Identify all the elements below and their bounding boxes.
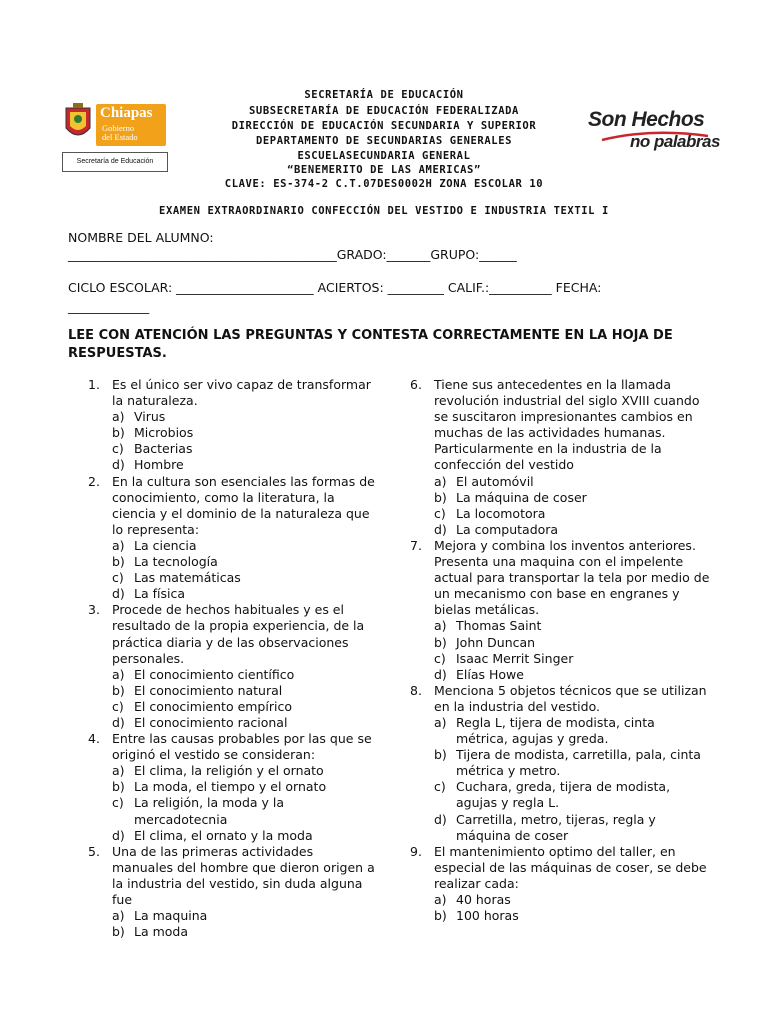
option-text: Cuchara, greda, tijera de modista, agujas y regla L. xyxy=(456,779,671,811)
exam-title: EXAMEN EXTRAORDINARIO CONFECCIÓN DEL VESTIDO E INDUSTRIA TEXTIL I xyxy=(159,205,609,217)
question xyxy=(410,377,710,538)
option-text: El automóvil xyxy=(456,473,534,489)
chiapas-name: Chiapas xyxy=(100,105,153,121)
header-line-subsecretaria: SUBSECRETARÍA DE EDUCACIÓN FEDERALIZADA xyxy=(249,105,519,117)
answer-option xyxy=(112,795,378,827)
question-text: En la cultura son esenciales las formas de conocimiento, como la literatura, la ciencia y el dominio de la naturaleza que lo representa: xyxy=(112,473,375,537)
question-text: Una de las primeras actividades manuales del hombre que dieron origen a la industria del vestido, sin duda alguna fue xyxy=(112,843,375,907)
option-letter: c) xyxy=(112,698,124,714)
option-letter: d) xyxy=(434,811,447,827)
option-text: Microbios xyxy=(134,425,194,441)
answer-option xyxy=(434,812,710,844)
option-letter: b) xyxy=(112,554,125,570)
student-grade-line: ___________________________________________GRADO:_______GRUPO:______ xyxy=(68,247,517,262)
answer-option xyxy=(434,651,710,667)
option-letter: a) xyxy=(112,763,125,779)
option-text: 40 horas xyxy=(456,892,511,907)
answer-option xyxy=(434,715,710,747)
option-letter: d) xyxy=(112,457,125,473)
option-letter: b) xyxy=(112,682,125,698)
option-text: Regla L, tijera de modista, cinta métrica, agujas y greda. xyxy=(456,714,655,747)
instructions: LEE CON ATENCIÓN LAS PREGUNTAS Y CONTESTA CORRECTAMENTE EN LA HOJA DE RESPUESTAS. xyxy=(68,328,673,361)
header-line-benemerito: “BENEMERITO DE LAS AMERICAS” xyxy=(287,164,481,176)
chiapas-brand-box xyxy=(96,104,166,146)
question xyxy=(88,602,378,731)
option-letter: c) xyxy=(112,441,124,457)
option-text: El conocimiento empírico xyxy=(134,698,292,714)
header-line-direccion: DIRECCIÓN DE EDUCACIÓN SECUNDARIA Y SUPERIOR xyxy=(231,120,537,132)
option-text: El clima, el ornato y la moda xyxy=(134,827,313,843)
option-text: La moda xyxy=(134,924,189,940)
student-name-label: NOMBRE DEL ALUMNO: xyxy=(68,230,214,245)
option-letter: a) xyxy=(112,666,125,682)
question-number: 5. xyxy=(88,843,100,859)
header-line-secretaria: SECRETARÍA DE EDUCACIÓN xyxy=(304,89,464,101)
option-letter: d) xyxy=(434,521,447,537)
option-text: La física xyxy=(134,586,185,602)
option-letter: d) xyxy=(112,714,125,730)
option-letter: b) xyxy=(112,425,125,441)
option-letter: b) xyxy=(434,489,447,505)
option-letter: a) xyxy=(434,473,447,489)
header-line-departamento: DEPARTAMENTO DE SECUNDARIAS GENERALES xyxy=(255,135,513,147)
option-letter: a) xyxy=(434,892,447,907)
option-text: La tecnología xyxy=(134,554,218,570)
son-hechos-line1: Son Hechos xyxy=(588,108,705,131)
header-line-escuela: ESCUELASECUNDARIA GENERAL xyxy=(297,150,471,162)
question-number: 9. xyxy=(410,843,422,859)
option-text: La computadora xyxy=(456,521,559,537)
option-text: El conocimiento natural xyxy=(134,682,283,698)
option-text: La máquina de coser xyxy=(456,489,587,505)
option-letter: c) xyxy=(434,505,446,521)
option-text: Thomas Saint xyxy=(456,618,542,634)
answer-option xyxy=(434,474,710,490)
option-text: Tijera de modista, carretilla, pala, cinta métrica y metro. xyxy=(456,747,701,779)
answer-option xyxy=(112,538,378,554)
answer-option xyxy=(112,763,378,779)
answer-option xyxy=(434,506,710,522)
answer-option xyxy=(434,747,710,779)
option-text: Hombre xyxy=(134,457,184,473)
header-line-clave: CLAVE: ES-374-2 C.T.07DES0002H ZONA ESCOLAR 10 xyxy=(224,178,544,190)
answer-option xyxy=(434,908,710,924)
question-text: Procede de hechos habituales y es el resultado de la propia experiencia, de la práctica diaria y de las observaciones personales. xyxy=(112,602,365,666)
question-text: Entre las causas probables por las que se originó el vestido se consideran: xyxy=(112,731,372,763)
option-letter: d) xyxy=(112,586,125,602)
question xyxy=(88,474,378,603)
answer-option xyxy=(434,490,710,506)
option-letter: c) xyxy=(434,650,446,666)
option-text: El conocimiento científico xyxy=(134,666,295,682)
option-letter: b) xyxy=(434,634,447,650)
option-text: La locomotora xyxy=(456,505,546,521)
question xyxy=(88,731,378,844)
option-text: El clima, la religión y el ornato xyxy=(134,763,324,779)
option-letter: b) xyxy=(434,908,447,924)
questions-column-right xyxy=(410,377,710,924)
son-hechos-logo xyxy=(588,108,728,156)
answer-option xyxy=(112,425,378,441)
question-number: 1. xyxy=(88,377,100,392)
question xyxy=(88,844,378,941)
option-text: Las matemáticas xyxy=(134,570,241,586)
option-text: 100 horas xyxy=(456,908,519,924)
answer-option xyxy=(112,828,378,844)
option-letter: d) xyxy=(112,827,125,843)
answer-option xyxy=(112,409,378,425)
answer-option xyxy=(112,908,378,924)
answer-option xyxy=(434,892,710,908)
answer-option xyxy=(434,522,710,538)
option-text: La moda, el tiempo y el ornato xyxy=(134,779,327,795)
chiapas-logo xyxy=(62,100,168,174)
question-number: 4. xyxy=(88,731,100,747)
option-text: Bacterias xyxy=(134,441,193,457)
answer-option xyxy=(112,441,378,457)
questions-column-left xyxy=(88,377,378,940)
option-text: La religión, la moda y la mercadotecnia xyxy=(134,795,285,827)
option-letter: a) xyxy=(434,618,447,634)
question-text: Menciona 5 objetos técnicos que se utilizan en la industria del vestido. xyxy=(434,682,707,714)
question xyxy=(410,844,710,924)
answer-option xyxy=(112,715,378,731)
answer-option xyxy=(112,554,378,570)
answer-option xyxy=(112,683,378,699)
chiapas-department: Secretaría de Educación xyxy=(62,152,168,172)
answer-option xyxy=(434,667,710,683)
answer-option xyxy=(434,779,710,811)
question-number: 3. xyxy=(88,602,100,618)
answer-option xyxy=(112,586,378,602)
option-letter: b) xyxy=(112,779,125,795)
option-text: Virus xyxy=(134,409,166,425)
option-letter: a) xyxy=(434,714,447,730)
answer-option xyxy=(112,699,378,715)
question-number: 7. xyxy=(410,537,422,553)
question xyxy=(410,683,710,844)
option-letter: c) xyxy=(434,779,446,795)
question-text: Mejora y combina los inventos anteriores. Presenta una maquina con el impelente actual para transportar la tela por medio de un mecanismo con base en engranes y bielas metálicas. xyxy=(434,537,710,618)
option-letter: b) xyxy=(112,924,125,940)
option-letter: b) xyxy=(434,747,447,763)
question-number: 8. xyxy=(410,682,422,698)
option-text: La maquina xyxy=(134,908,208,924)
question-text: Es el único ser vivo capaz de transformar la naturaleza. xyxy=(112,377,371,409)
question-number: 6. xyxy=(410,377,422,392)
answer-option xyxy=(434,618,710,634)
option-text: Elías Howe xyxy=(456,666,524,682)
answer-option xyxy=(112,457,378,473)
option-text: La ciencia xyxy=(134,537,197,553)
option-text: El conocimiento racional xyxy=(134,714,288,730)
option-letter: d) xyxy=(434,666,447,682)
school-cycle-line: CICLO ESCOLAR: ______________________ ACIERTOS: _________ CALIF.:__________ FECHA: xyxy=(68,280,602,295)
question xyxy=(88,377,378,474)
answer-option xyxy=(112,667,378,683)
question xyxy=(410,538,710,683)
option-letter: a) xyxy=(112,908,125,924)
option-text: Isaac Merrit Singer xyxy=(456,650,574,666)
option-letter: a) xyxy=(112,537,125,553)
answer-option xyxy=(112,570,378,586)
option-letter: a) xyxy=(112,409,125,425)
date-blank-line: _____________ xyxy=(68,299,150,314)
question-text: El mantenimiento optimo del taller, en especial de las máquinas de coser, se debe realizar cada: xyxy=(434,843,707,891)
coat-of-arms-icon xyxy=(64,102,92,144)
option-letter: c) xyxy=(112,795,124,811)
option-letter: c) xyxy=(112,570,124,586)
answer-option xyxy=(112,924,378,940)
chiapas-subtitle: Gobierno del Estado xyxy=(102,123,138,142)
question-text: Tiene sus antecedentes en la llamada revolución industrial del siglo XVIII cuando se suscitaron impresionantes cambios en muchas de las actividades humanas. Particularmente en la industria de la confección del vestido xyxy=(434,377,700,473)
son-hechos-line2: no palabras xyxy=(630,132,720,151)
answer-option xyxy=(434,635,710,651)
answer-option xyxy=(112,779,378,795)
question-number: 2. xyxy=(88,473,100,489)
option-text: Carretilla, metro, tijeras, regla y máquina de coser xyxy=(456,811,656,843)
option-text: John Duncan xyxy=(456,634,536,650)
